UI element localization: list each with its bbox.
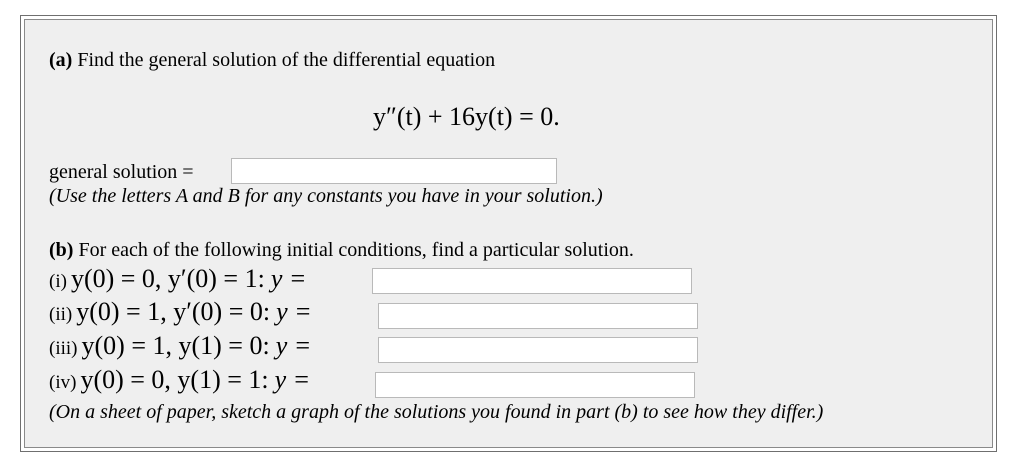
condition-text-iv: y(0) = 0, y(1) = 1:	[80, 365, 269, 394]
particular-solution-input-i[interactable]	[372, 268, 692, 294]
condition-text-iii: y(0) = 1, y(1) = 0:	[81, 331, 270, 360]
condition-row-iii	[49, 331, 311, 361]
part-b-note: (On a sheet of paper, sketch a graph of the solutions you found in part (b) to see how they differ.)	[49, 401, 824, 423]
part-b-text: For each of the following initial conditions, find a particular solution.	[78, 239, 634, 261]
answer-prefix-iii: y =	[275, 331, 312, 360]
answer-prefix-ii: y =	[276, 297, 312, 326]
particular-solution-input-iv[interactable]	[375, 372, 695, 398]
part-a-label: (a)	[49, 49, 73, 71]
condition-label-iv: (iv)	[49, 372, 77, 393]
differential-equation: y″(t) + 16y(t) = 0.	[373, 102, 560, 131]
condition-label-i: (i)	[49, 271, 67, 292]
general-solution-input[interactable]	[231, 158, 557, 184]
condition-label-iii: (iii)	[49, 338, 78, 359]
condition-row-i	[49, 264, 306, 294]
problem-panel	[24, 19, 993, 448]
answer-prefix-i: y =	[270, 264, 307, 293]
particular-solution-input-ii[interactable]	[378, 303, 698, 329]
particular-solution-input-iii[interactable]	[378, 337, 698, 363]
part-b-label: (b)	[49, 239, 74, 261]
part-a-prompt	[49, 48, 495, 72]
part-a-note: (Use the letters A and B for any constants you have in your solution.)	[49, 185, 603, 207]
condition-row-iv	[49, 365, 310, 395]
part-b-prompt	[49, 238, 634, 262]
condition-row-ii	[49, 297, 312, 327]
condition-text-ii: y(0) = 1, y′(0) = 0:	[76, 297, 271, 326]
condition-text-i: y(0) = 0, y′(0) = 1:	[70, 264, 265, 293]
problem-frame	[20, 15, 997, 452]
answer-prefix-iv: y =	[274, 365, 311, 394]
part-a-text: Find the general solution of the differential equation	[77, 49, 496, 71]
condition-label-ii: (ii)	[49, 304, 73, 325]
general-solution-label: general solution =	[49, 161, 194, 183]
